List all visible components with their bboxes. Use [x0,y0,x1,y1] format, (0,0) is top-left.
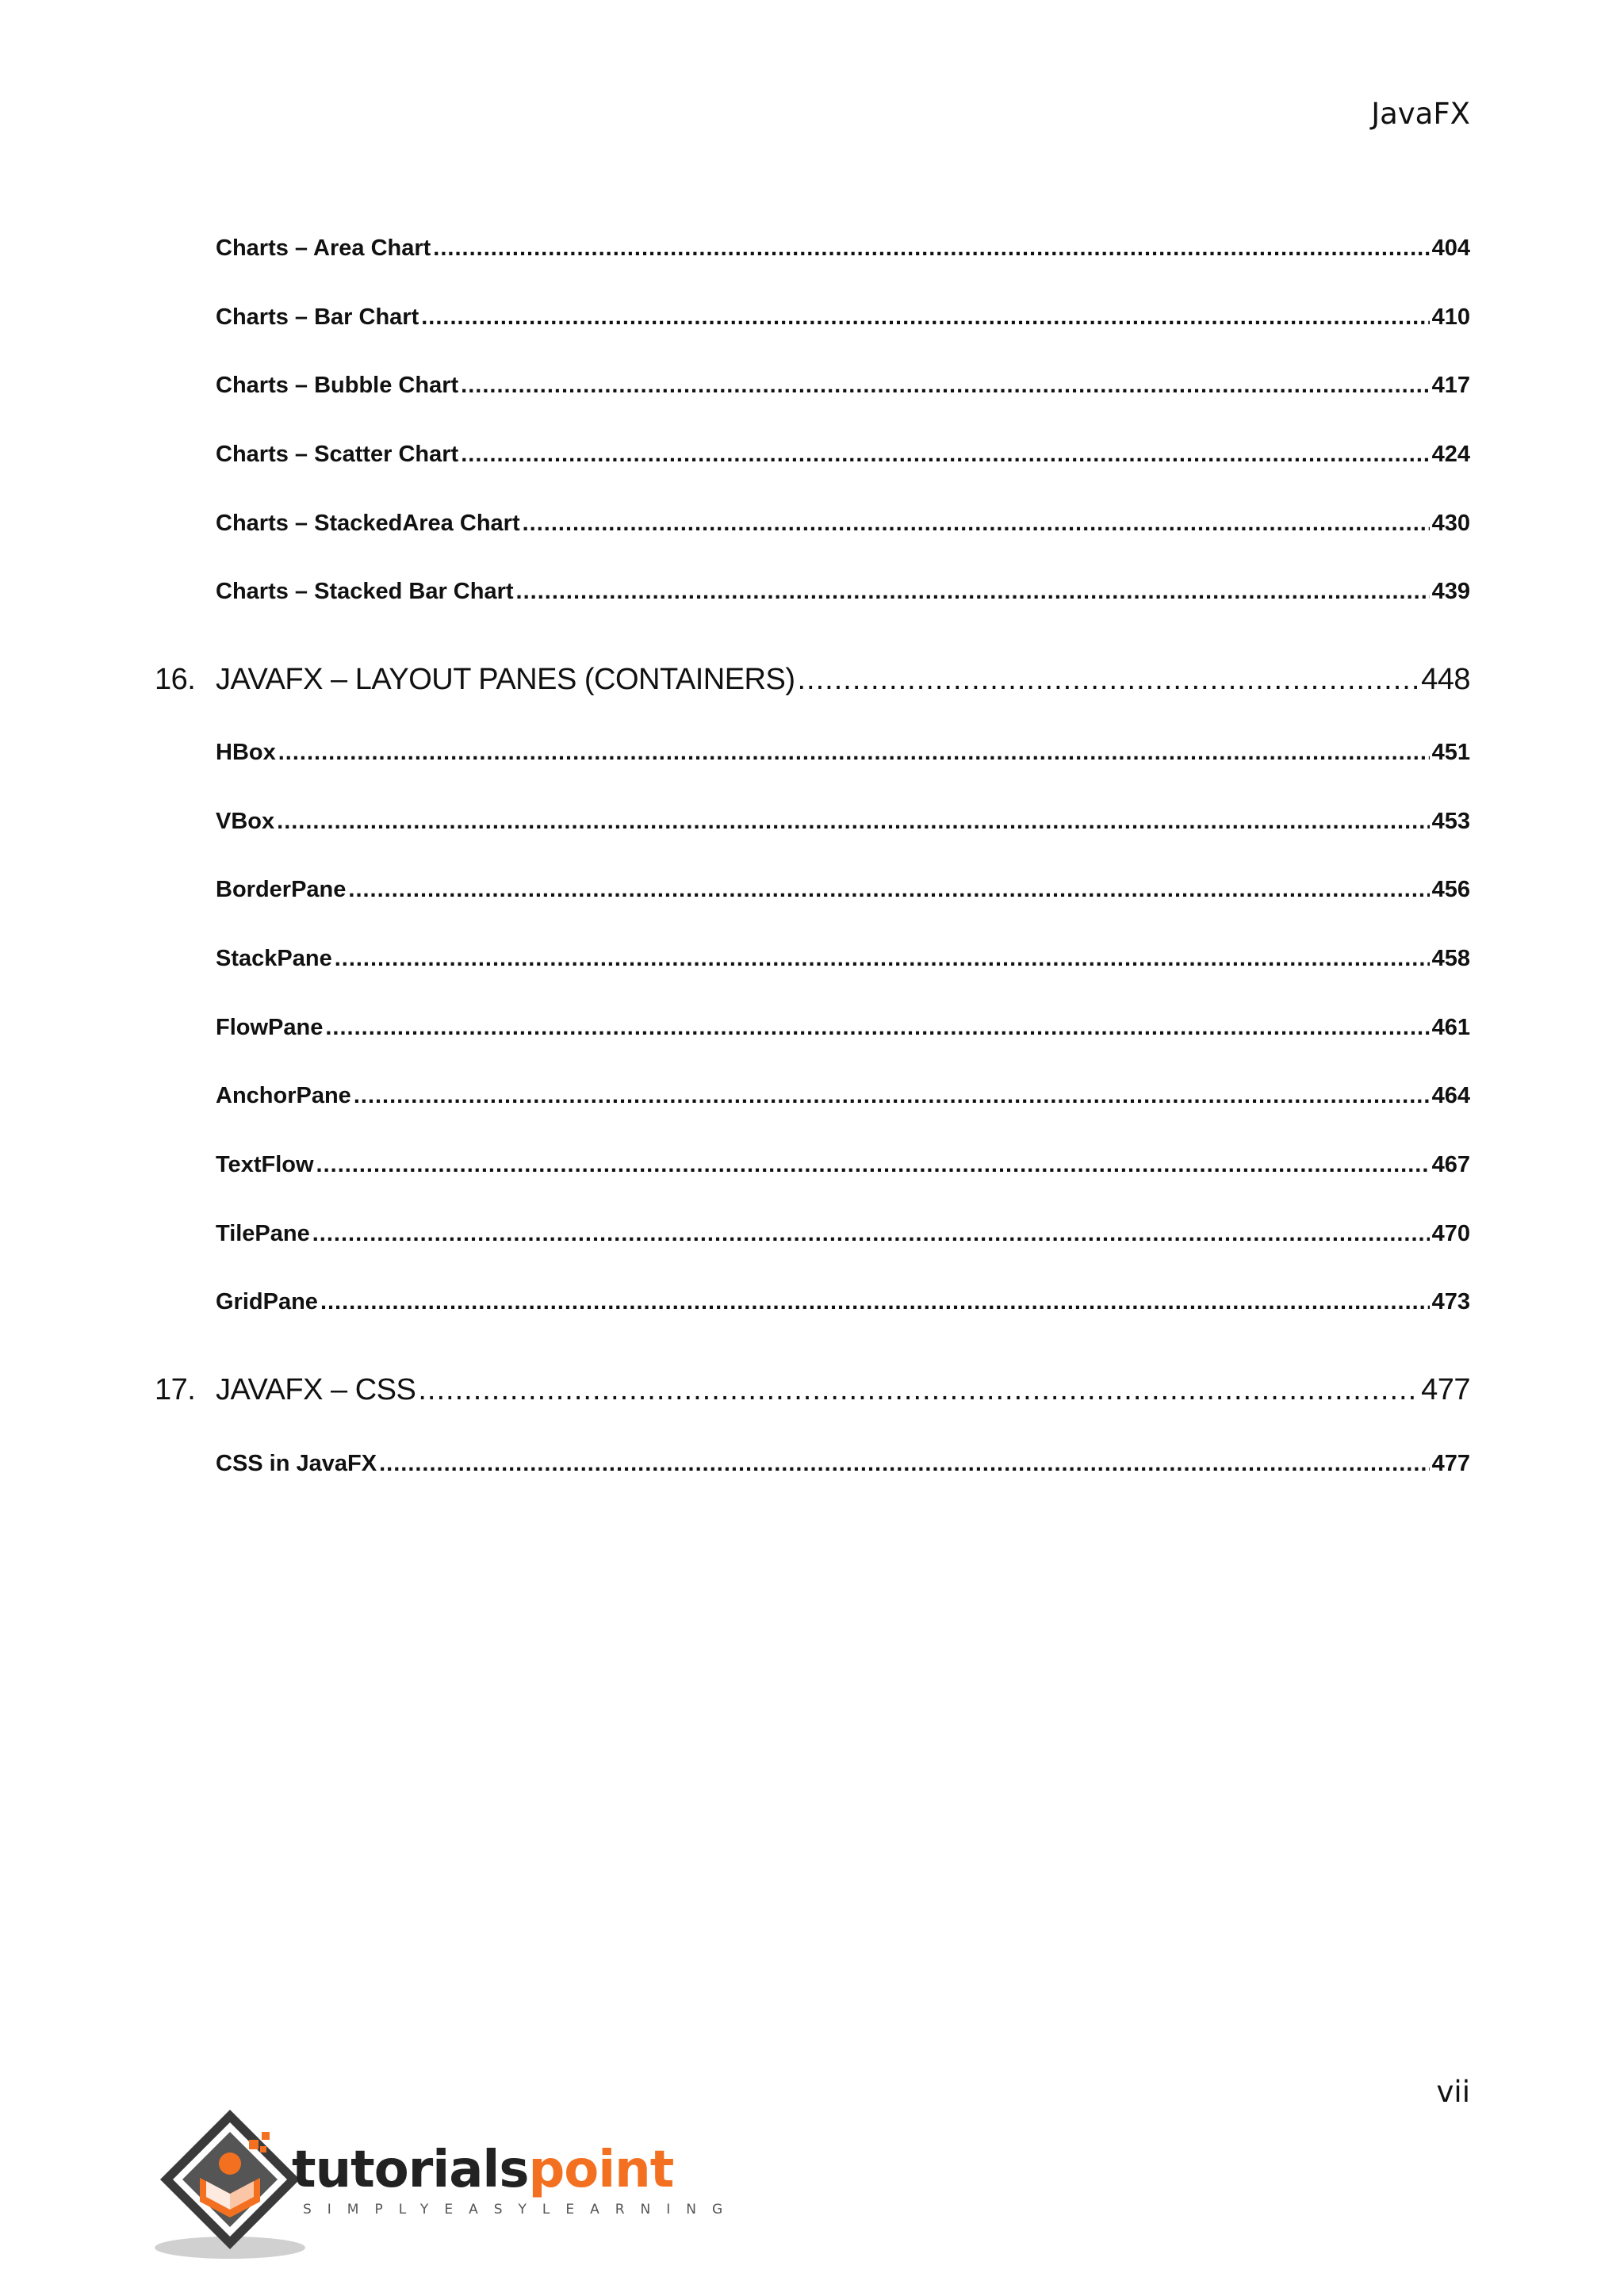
toc-entry-label: GridPane [216,1289,318,1314]
dot-leader [320,1289,1430,1315]
toc-entry[interactable] [216,1289,1470,1315]
chapter-label: JAVAFX – CSS [216,1373,416,1406]
dot-leader [277,809,1429,835]
chapter-page: 477 [1421,1373,1470,1406]
toc-entry-label: BorderPane [216,877,347,902]
dot-leader [516,579,1430,605]
toc-entry[interactable] [216,946,1470,972]
dot-leader [354,1083,1430,1109]
toc-entry-page: 430 [1431,511,1470,536]
toc-entry[interactable] [216,809,1470,835]
toc-entry-label: FlowPane [216,1015,324,1040]
toc-entry-label: StackPane [216,946,332,971]
toc-entry[interactable] [216,1015,1470,1041]
toc-entry-label: HBox [216,740,276,765]
toc-entry-page: 464 [1431,1083,1470,1108]
dot-leader [335,946,1430,972]
toc-entry[interactable] [216,1083,1470,1109]
toc-entry[interactable] [216,1152,1470,1178]
toc-entry-label: AnchorPane [216,1083,351,1108]
chapter-label: JAVAFX – LAYOUT PANES (CONTAINERS) [216,663,795,696]
dot-leader [523,511,1430,537]
dot-leader [461,373,1429,399]
toc-entry-page: 461 [1431,1015,1470,1040]
chapter-page: 448 [1421,663,1470,696]
toc-entry-page: 456 [1431,877,1470,902]
brand-wordmark [292,2141,674,2199]
dot-leader [325,1015,1429,1041]
toc-entry-label: CSS in JavaFX [216,1451,377,1476]
toc-entry-page: 410 [1431,304,1470,330]
toc-entry[interactable] [216,304,1470,331]
dot-leader [421,304,1429,331]
toc-entry-label: Charts – Bar Chart [216,304,419,330]
toc-entry-page: 404 [1431,235,1470,261]
toc-entry[interactable] [216,235,1470,262]
toc-entry-label: Charts – StackedArea Chart [216,511,520,536]
toc-entry-label: TilePane [216,1221,310,1246]
brand-wordmark-part2: point [528,2141,674,2199]
dot-leader [312,1221,1430,1247]
chapter-number: 16. [155,663,196,696]
toc-entry[interactable] [216,740,1470,766]
toc-entry-label: Charts – Area Chart [216,235,431,261]
page-number: vii [1436,2075,1470,2109]
tutorialspoint-logo [151,2105,739,2263]
toc-entry[interactable] [216,1451,1470,1477]
logo-emblem-icon [151,2105,309,2263]
toc-entry-label: Charts – Bubble Chart [216,373,459,398]
toc-entry-page: 470 [1431,1221,1470,1246]
toc-entry-page: 453 [1431,809,1470,834]
toc-entry-page: 417 [1431,373,1470,398]
toc-entry-page: 477 [1431,1451,1470,1476]
toc-entry-page: 451 [1431,740,1470,765]
dot-leader [348,877,1429,903]
toc-entry-label: VBox [216,809,275,834]
toc-entry[interactable] [216,442,1470,468]
toc-entry-page: 473 [1431,1289,1470,1314]
brand-wordmark-part1: tutorials [292,2141,529,2199]
toc-entry[interactable] [216,877,1470,903]
brand-tagline: SIMPLYEASYLEARNING [303,2202,739,2218]
toc-entry[interactable] [216,511,1470,537]
toc-entry[interactable] [216,579,1470,605]
toc-entry-page: 439 [1431,579,1470,604]
toc-entry-label: Charts – Scatter Chart [216,442,459,467]
toc-entry-page: 458 [1431,946,1470,971]
dot-leader [461,442,1429,468]
toc-entry-label: Charts – Stacked Bar Chart [216,579,514,604]
toc-entry-page: 424 [1431,442,1470,467]
toc-entry[interactable] [216,373,1470,399]
chapter-number: 17. [155,1373,196,1406]
dot-leader [316,1152,1430,1178]
running-header: JavaFX [1371,97,1470,131]
dot-leader [418,1373,1419,1407]
dot-leader [379,1451,1430,1477]
toc-chapter[interactable] [155,1373,1470,1407]
toc-chapter[interactable] [155,663,1470,697]
dot-leader [797,663,1419,697]
dot-leader [433,235,1429,262]
toc-entry-label: TextFlow [216,1152,314,1177]
dot-leader [278,740,1430,766]
toc-entry[interactable] [216,1221,1470,1247]
toc-entry-page: 467 [1431,1152,1470,1177]
